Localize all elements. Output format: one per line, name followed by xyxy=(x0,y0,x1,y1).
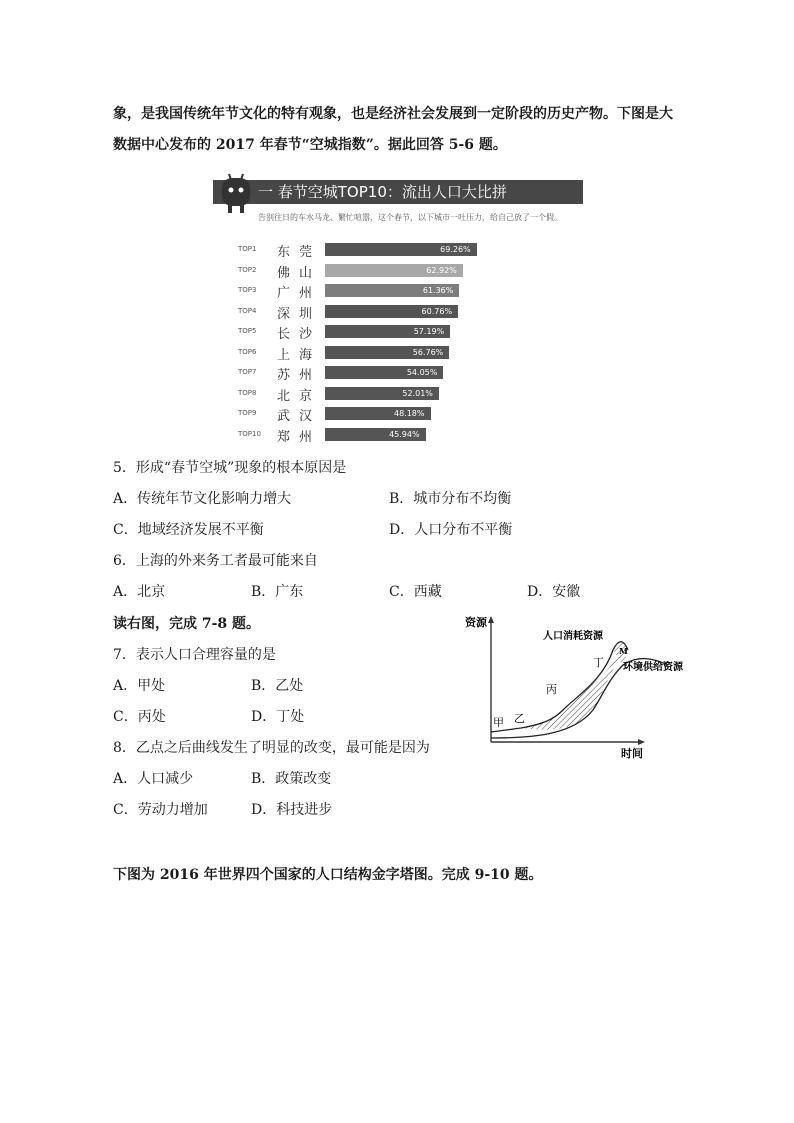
closing-instruction: 下图为 2016 年世界四个国家的人口结构金字塔图。完成 9-10 题。 xyxy=(113,867,543,883)
chart-title: 一 春节空城TOP10：流出人口大比拼 xyxy=(258,183,507,201)
bar-row xyxy=(213,243,583,260)
q5-option-c: C．地域经济发展不平衡 xyxy=(113,522,264,538)
bar xyxy=(325,346,449,359)
y-axis-label: 资源 xyxy=(465,616,487,629)
bar-row xyxy=(213,284,583,301)
bar xyxy=(325,366,443,379)
q7-option-d: D．丁处 xyxy=(251,709,305,725)
bar xyxy=(325,325,450,338)
bar-value-label: 56.76% xyxy=(412,347,444,357)
supply-label: 环境供给资源 xyxy=(623,662,683,673)
q6-option-d: D．安徽 xyxy=(527,584,581,600)
chart-subtitle: 告别往日的车水马龙、繁忙喧嚣，这个春节，以下城市一吐压力，给自己放了一个假。 xyxy=(258,213,562,222)
q7-option-c: C．丙处 xyxy=(113,709,166,725)
point-ding-label: 丁 xyxy=(593,656,604,669)
bar-city-label: 苏州 xyxy=(277,368,322,383)
mascot-icon xyxy=(219,170,253,214)
bar-row xyxy=(213,305,583,322)
bar xyxy=(325,264,463,277)
bar-rank-label: TOP10 xyxy=(238,429,261,438)
bar-row xyxy=(213,346,583,363)
q8-option-c: C．劳动力增加 xyxy=(113,802,208,818)
bar-rank-label: TOP6 xyxy=(238,347,257,356)
q7-option-a: A．甲处 xyxy=(113,678,166,694)
bar xyxy=(325,428,426,441)
bar-value-label: 48.18% xyxy=(393,409,425,418)
q6-option-c: C．西藏 xyxy=(389,584,442,600)
bar-row xyxy=(213,366,583,383)
bar-value-label: 62.92% xyxy=(426,265,457,275)
bar xyxy=(325,284,459,297)
bar-city-label: 北京 xyxy=(277,388,322,404)
bar-city-label: 广州 xyxy=(277,286,322,301)
bar-rank-label: TOP5 xyxy=(238,327,257,335)
bar-city-label: 佛山 xyxy=(277,265,322,281)
point-bing-label: 丙 xyxy=(546,683,557,696)
bar-row xyxy=(213,325,583,342)
bar-city-label: 东莞 xyxy=(277,245,322,260)
q8-option-d: D．科技进步 xyxy=(251,802,333,818)
point-m-label: M xyxy=(619,646,628,656)
bar-rank-label: TOP1 xyxy=(238,245,257,253)
q6-option-b: B．广东 xyxy=(251,584,304,600)
bar-value-label: 54.05% xyxy=(406,368,438,377)
point-yi-label: 乙 xyxy=(514,712,525,725)
q5-stem: 5．形成“春节空城”现象的根本原因是 xyxy=(113,460,347,476)
q8-option-b: B．政策改变 xyxy=(251,771,332,787)
q6-stem: 6．上海的外来务工者最可能来自 xyxy=(113,553,318,569)
x-axis-label: 时间 xyxy=(621,747,643,760)
q5-option-b: B．城市分布不均衡 xyxy=(389,491,512,507)
bar-rank-label: TOP8 xyxy=(238,388,257,397)
bar xyxy=(325,243,477,256)
bar-rank-label: TOP9 xyxy=(238,409,257,417)
q5-option-a: A．传统年节文化影响力增大 xyxy=(113,491,292,507)
read-right-instruction: 读右图，完成 7-8 题。 xyxy=(113,616,261,632)
bar-row xyxy=(213,407,583,424)
q7-option-b: B．乙处 xyxy=(251,678,304,694)
bar xyxy=(325,407,431,420)
q6-option-a: A．北京 xyxy=(113,584,166,600)
bar-city-label: 深圳 xyxy=(277,306,322,322)
bar-value-label: 45.94% xyxy=(389,429,420,439)
consumption-label: 人口消耗资源 xyxy=(543,631,603,642)
bar-city-label: 郑州 xyxy=(277,429,322,445)
bar-rank-label: TOP2 xyxy=(238,265,257,274)
q8-option-a: A．人口减少 xyxy=(113,771,194,787)
q7-stem: 7．表示人口合理容量的是 xyxy=(113,647,276,663)
intro-line-1: 象，是我国传统年节文化的特有观象，也是经济社会发展到一定阶段的历史产物。下图是大 xyxy=(113,106,673,122)
bar-value-label: 60.76% xyxy=(421,306,453,316)
q8-stem: 8．乙点之后曲线发生了明显的改变，最可能是因为 xyxy=(113,740,430,756)
point-jia-label: 甲 xyxy=(493,716,504,729)
bar-city-label: 武汉 xyxy=(277,409,322,424)
bar-value-label: 57.19% xyxy=(413,327,445,336)
bar-rank-label: TOP3 xyxy=(238,286,257,294)
bar-rank-label: TOP4 xyxy=(238,306,257,315)
bar xyxy=(325,387,439,400)
bar-row xyxy=(213,428,583,445)
resource-diagram xyxy=(463,610,713,760)
bar xyxy=(325,305,458,318)
bar-city-label: 长沙 xyxy=(277,327,322,342)
intro-line-2: 数据中心发布的 2017 年春节“空城指数”。据此回答 5-6 题。 xyxy=(113,137,507,153)
bar-value-label: 69.26% xyxy=(440,245,471,254)
bar-row xyxy=(213,387,583,404)
q5-option-d: D．人口分布不平衡 xyxy=(389,522,513,538)
bar-row xyxy=(213,264,583,281)
bar-rank-label: TOP7 xyxy=(238,368,257,376)
bar-value-label: 52.01% xyxy=(402,388,433,398)
empty-city-chart xyxy=(213,168,583,443)
bar-city-label: 上海 xyxy=(277,347,322,363)
bar-value-label: 61.36% xyxy=(422,286,454,295)
